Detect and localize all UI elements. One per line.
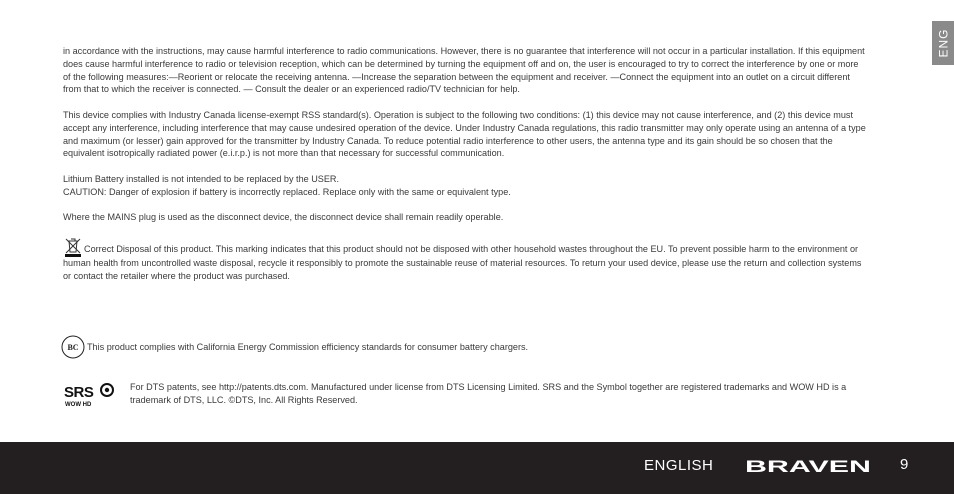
bc-mark-icon xyxy=(61,335,85,359)
industry-canada-paragraph: This device complies with Industry Canada license-exempt RSS standard(s). Operation is subject to the following two conditions: (1) this device may not cause interference, and (2) this device must accept any interference, including interference that may cause undesired operation of the device. Under Industry Canada regulations, this radio transmitter may only operate using an antenna of a type and maximum (or lesser) gain approved for the transmitter by Industry Canada. To reduce potential radio interference to other users, the antenna type and its gain should be so chosen that the equivalent isotropically radiated power (e.i.r.p.) is not more than that necessary for successful communication. xyxy=(63,109,866,159)
bc-mark-text: BC xyxy=(67,343,79,352)
weee-bin-icon xyxy=(63,237,83,257)
srs-wowhd-logo-icon xyxy=(64,382,118,408)
language-tab-label: ENG xyxy=(936,28,951,58)
battery-note: Lithium Battery installed is not intended to be replaced by the USER. xyxy=(63,173,340,184)
dts-trademark-text: For DTS patents, see http://patents.dts.com. Manufactured under license from DTS Licensing Limited. SRS and the Symbol together are registered trademarks and WOW HD is a trademark of DTS, LLC. ©DTS, Inc. All Rights Reserved. xyxy=(130,382,847,405)
language-tab xyxy=(932,21,954,65)
regulatory-text xyxy=(63,45,868,283)
braven-logo xyxy=(745,457,871,475)
battery-caution: CAUTION: Danger of explosion if battery is incorrectly replaced. Replace only with the same or equivalent type. xyxy=(63,186,511,197)
fcc-paragraph: in accordance with the instructions, may cause harmful interference to radio communications. However, there is no guarantee that interference will not occur in a particular installation. If this equipment does cause harmful interference to radio or television reception, which can be determined by turning the equipment off and on, the user is encouraged to try to correct the interference by one or more of the following measures:—Reorient or relocate the receiving antenna. —Increase the separation between the equipment and receiver. —Connect the equipment into an outlet on a circuit different from that to which the receiver is connected. — Consult the dealer or an experienced radio/TV technician for help. xyxy=(63,46,865,95)
page-number: 9 xyxy=(900,456,909,473)
footer-language: ENGLISH xyxy=(644,457,714,474)
wowhd-logo-text: WOW HD xyxy=(65,402,92,408)
srs-logo-text: SRS xyxy=(64,384,94,401)
bc-compliance-row xyxy=(61,335,528,359)
disposal-text: Correct Disposal of this product. This marking indicates that this product should not be disposed with other household wastes throughout the EU. To prevent possible harm to the environment or human health from uncontrolled waste disposal, recycle it responsibly to promote the sustainable reuse of material resources. To return your used device, please use the return and collection systems or contact the retailer where the product was purchased. xyxy=(63,243,862,281)
srs-row xyxy=(64,382,875,408)
bc-compliance-text: This product complies with California Energy Commission efficiency standards for consumer battery chargers. xyxy=(87,342,529,352)
disposal-paragraph xyxy=(63,237,868,283)
braven-logo-text: BRAVEN xyxy=(745,457,871,475)
mains-plug-note: Where the MAINS plug is used as the disconnect device, the disconnect device shall remain readily operable. xyxy=(63,212,504,223)
page-footer xyxy=(0,442,954,494)
